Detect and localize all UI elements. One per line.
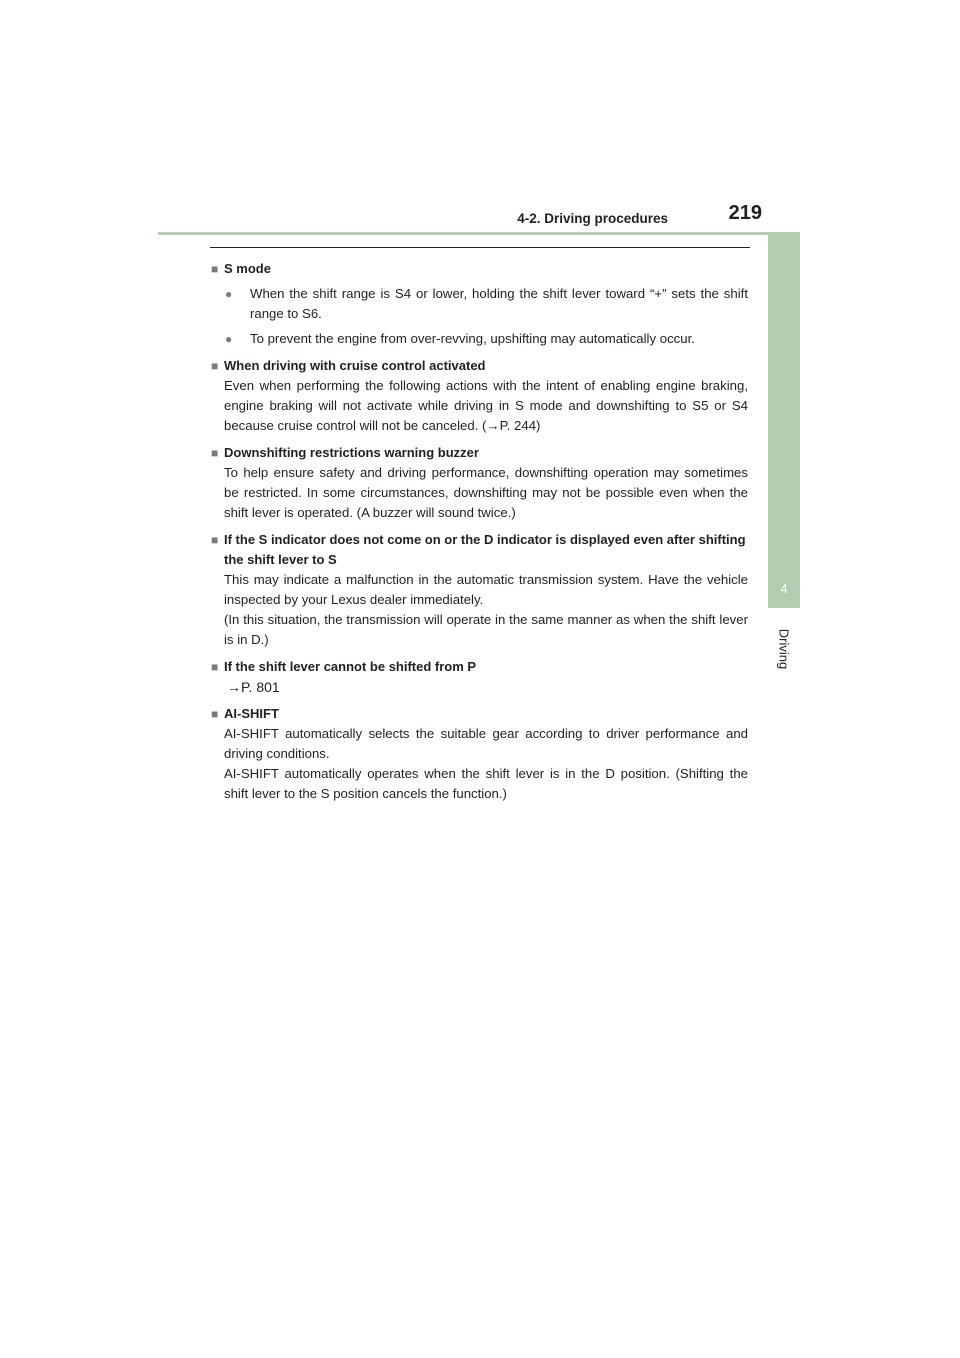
section-body: This may indicate a malfunction in the automatic transmission system. Have the vehicle inspected by your Lexus dealer immediately. <box>224 572 748 607</box>
chapter-label-text: Driving <box>776 628 792 670</box>
section-heading-ai-shift <box>211 704 748 724</box>
square-bullet-icon: ■ <box>211 262 219 276</box>
square-bullet-icon: ■ <box>211 359 219 373</box>
section-heading-text: S mode <box>224 261 271 276</box>
section-heading-buzzer <box>211 443 748 463</box>
section-heading-text: Downshifting restrictions warning buzzer <box>224 445 479 460</box>
section-heading-shift-from-p <box>211 657 748 677</box>
circle-bullet-icon: ● <box>225 287 233 301</box>
section-heading-s-indicator <box>211 530 748 570</box>
section-heading-cruise-control <box>211 356 748 376</box>
section-body: AI-SHIFT automatically selects the suitable gear according to driver performance and driving conditions. <box>224 726 748 761</box>
list-item-text: To prevent the engine from over-revving, upshifting may automatically occur. <box>250 331 695 346</box>
section-heading-s-mode <box>211 259 748 279</box>
circle-bullet-icon: ● <box>225 332 233 346</box>
section-heading-text: If the S indicator does not come on or the D indicator is displayed even after shifting the shift lever to S <box>224 532 746 567</box>
section-body-note: AI-SHIFT automatically operates when the shift lever is in the D position. (Shifting the shift lever to the S position cancels the function.) <box>224 766 748 801</box>
section-body: Even when performing the following actions with the intent of enabling engine braking, engine braking will not activate while driving in S mode and downshifting to S5 or S4 because cruise control will not be canceled. (→P. 244) <box>224 378 748 433</box>
section-heading-text: When driving with cruise control activated <box>224 358 486 373</box>
header-bar <box>158 232 800 235</box>
page-reference-link[interactable]: →P. 801 <box>227 679 280 695</box>
square-bullet-icon: ■ <box>211 707 219 721</box>
page-content <box>211 259 748 804</box>
top-rule <box>210 247 750 248</box>
section-body: To help ensure safety and driving performance, downshifting operation may sometimes be restricted. In some circumstances, downshifting may not be possible even when the shift lever is operated. (A buzzer will sound twice.) <box>224 465 748 520</box>
chapter-number: 4 <box>780 581 788 596</box>
chapter-tab <box>768 232 800 608</box>
square-bullet-icon: ■ <box>211 533 219 547</box>
chapter-label <box>769 619 799 679</box>
section-heading-text: If the shift lever cannot be shifted from P <box>224 659 477 674</box>
page-section-title: 4-2. Driving procedures <box>517 211 668 226</box>
list-item-text: When the shift range is S4 or lower, holding the shift lever toward “+” sets the shift range to S6. <box>250 286 748 321</box>
section-body-note: (In this situation, the transmission will operate in the same manner as when the shift lever is in D.) <box>224 612 748 647</box>
list-item <box>211 329 748 349</box>
section-heading-text: AI-SHIFT <box>224 706 279 721</box>
square-bullet-icon: ■ <box>211 446 219 460</box>
list-item <box>211 284 748 324</box>
square-bullet-icon: ■ <box>211 660 219 674</box>
page-number: 219 <box>728 202 762 224</box>
